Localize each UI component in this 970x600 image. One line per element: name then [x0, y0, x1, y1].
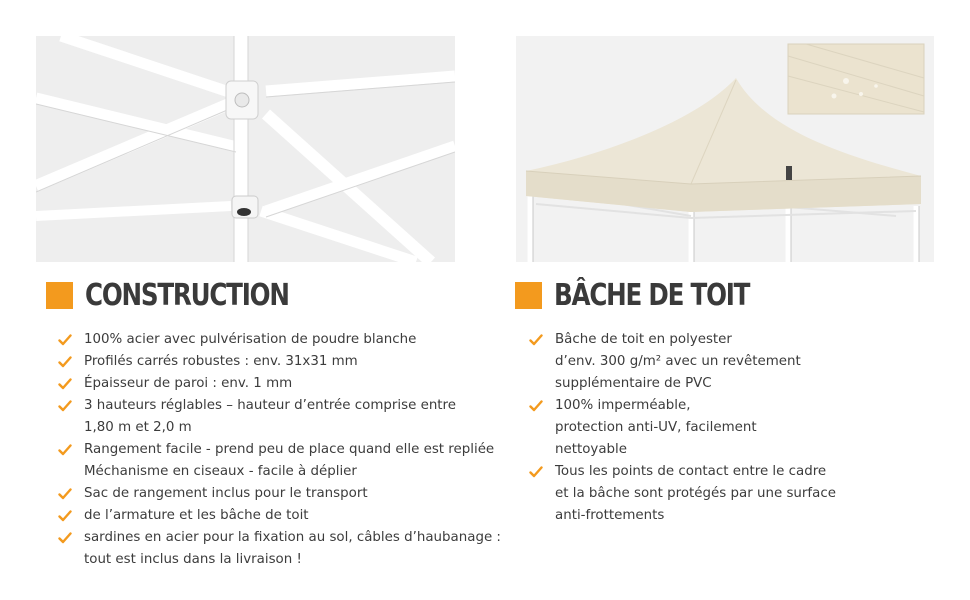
list-item: Profilés carrés robustes : env. 31x31 mm	[58, 351, 498, 373]
construction-title: CONSTRUCTION	[85, 278, 289, 313]
roof-heading	[515, 278, 792, 313]
orange-square-icon	[46, 282, 73, 309]
check-icon	[529, 399, 543, 413]
list-item: Bâche de toit en polyester d’env. 300 g/m² avec un revêtement supplémentaire de PVC	[529, 329, 929, 395]
list-item: Sac de rangement inclus pour le transport	[58, 483, 498, 505]
list-item: 100% imperméable, protection anti-UV, facilement nettoyable	[529, 395, 929, 461]
check-icon	[58, 399, 72, 413]
frame-construction-photo	[36, 36, 455, 262]
list-item: sardines en acier pour la fixation au sol, câbles d’haubanage : tout est inclus dans la livraison !	[58, 527, 498, 571]
check-icon	[58, 333, 72, 347]
roof-feature-list	[529, 329, 929, 527]
check-icon	[529, 333, 543, 347]
check-icon	[58, 531, 72, 545]
list-item: 3 hauteurs réglables – hauteur d’entrée comprise entre 1,80 m et 2,0 m	[58, 395, 498, 439]
check-icon	[58, 355, 72, 369]
orange-square-icon	[515, 282, 542, 309]
check-icon	[58, 487, 72, 501]
roof-title: BÂCHE DE TOIT	[554, 278, 750, 313]
check-icon	[58, 377, 72, 391]
check-icon	[529, 465, 543, 479]
list-item: Tous les points de contact entre le cadre et la bâche sont protégés par une surface anti-frottements	[529, 461, 929, 527]
list-item: 100% acier avec pulvérisation de poudre blanche	[58, 329, 498, 351]
check-icon	[58, 509, 72, 523]
construction-heading	[46, 278, 333, 313]
canopy-roof-photo	[516, 36, 934, 262]
construction-feature-list	[58, 329, 501, 571]
check-icon	[58, 443, 72, 457]
list-item: de l’armature et les bâche de toit	[58, 505, 498, 527]
list-item: Épaisseur de paroi : env. 1 mm	[58, 373, 498, 395]
list-item: Rangement facile - prend peu de place quand elle est repliée Méchanisme en ciseaux - facile à déplier	[58, 439, 498, 483]
